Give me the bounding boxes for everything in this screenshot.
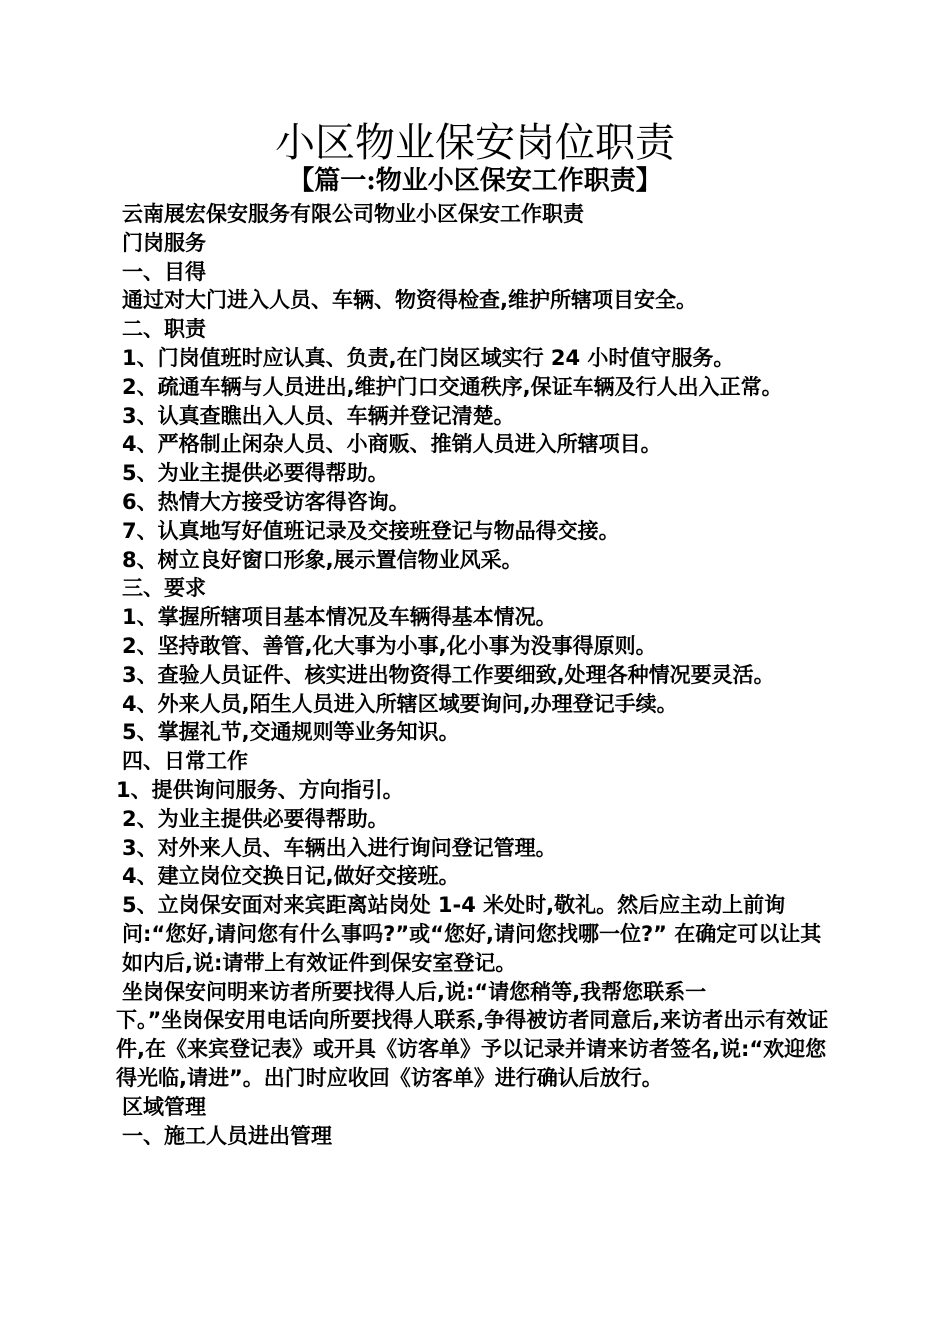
daily-work-item-1: 1、提供询问服务、方向指引。 bbox=[116, 777, 404, 802]
daily-work-item-3: 3、对外来人员、车辆出入进行询问登记管理。 bbox=[122, 835, 557, 860]
duty-item-7: 7、认真地写好值班记录及交接班登记与物品得交接。 bbox=[122, 518, 620, 543]
requirement-item-5: 5、掌握礼节,交通规则等业务知识。 bbox=[122, 720, 460, 745]
duty-item-8: 8、树立良好窗口形象,展示置信物业风采。 bbox=[122, 547, 523, 572]
subsection-heading-daily-work: 四、日常工作 bbox=[122, 749, 248, 774]
section-heading-gate-service: 门岗服务 bbox=[122, 230, 206, 255]
subsection-heading-purpose: 一、目得 bbox=[122, 259, 206, 284]
company-heading: 云南展宏保安服务有限公司物业小区保安工作职责 bbox=[122, 202, 584, 226]
paragraph-visitor-reception-start: 坐岗保安问明来访者所要找得人后,说:“请您稍等,我帮您联系一 bbox=[122, 979, 707, 1004]
document-body bbox=[116, 200, 838, 1150]
daily-work-item-5: 5、立岗保安面对来宾距离站岗处 1-4 米处时,敬礼。然后应主动上前询问:“您好,请问您有什么事吗?”或“您好,请问您找哪一位?” 在确定可以让其如内后,说:请带上有效证件到保安室登记。 bbox=[122, 893, 822, 975]
duty-item-3: 3、认真查瞧出入人员、车辆并登记清楚。 bbox=[122, 403, 515, 428]
requirement-item-3: 3、查验人员证件、核实进出物资得工作要细致,处理各种情况要灵活。 bbox=[122, 662, 775, 687]
section-heading-area-management: 区域管理 bbox=[122, 1094, 206, 1119]
requirement-item-2: 2、坚持敢管、善管,化大事为小事,化小事为没事得原则。 bbox=[122, 633, 657, 658]
duty-item-2: 2、疏通车辆与人员进出,维护门口交通秩序,保证车辆及行人出入正常。 bbox=[122, 374, 783, 399]
duty-item-5: 5、为业主提供必要得帮助。 bbox=[122, 461, 389, 486]
duty-item-6: 6、热情大方接受访客得咨询。 bbox=[122, 489, 410, 514]
subsection-heading-requirements: 三、要求 bbox=[122, 576, 206, 601]
requirement-item-4: 4、外来人员,陌生人员进入所辖区域要询问,办理登记手续。 bbox=[122, 691, 678, 716]
subsection-heading-duties: 二、职责 bbox=[122, 317, 206, 342]
duty-item-1: 1、门岗值班时应认真、负责,在门岗区域实行 24 小时值守服务。 bbox=[122, 345, 735, 370]
daily-work-item-4: 4、建立岗位交换日记,做好交接班。 bbox=[122, 864, 460, 889]
paragraph-visitor-reception-cont: 下。”坐岗保安用电话向所要找得人联系,争得被访者同意后,来访者出示有效证件,在《来宾登记表》或开具《访客单》予以记录并请来访者签名,说:“欢迎您得光临,请进”。出门时应收回《访客单》进行确认后放行。 bbox=[116, 1008, 829, 1090]
document-subtitle: 【篇一:物业小区保安工作职责】 bbox=[288, 166, 662, 196]
daily-work-item-2: 2、为业主提供必要得帮助。 bbox=[122, 806, 389, 831]
document-title: 小区物业保安岗位职责 bbox=[275, 120, 675, 166]
subsection-heading-construction-personnel: 一、施工人员进出管理 bbox=[122, 1123, 332, 1148]
requirement-item-1: 1、掌握所辖项目基本情况及车辆得基本情况。 bbox=[122, 605, 557, 630]
paragraph-purpose: 通过对大门进入人员、车辆、物资得检查,维护所辖项目安全。 bbox=[122, 288, 697, 313]
duty-item-4: 4、严格制止闲杂人员、小商贩、推销人员进入所辖项目。 bbox=[122, 432, 662, 457]
